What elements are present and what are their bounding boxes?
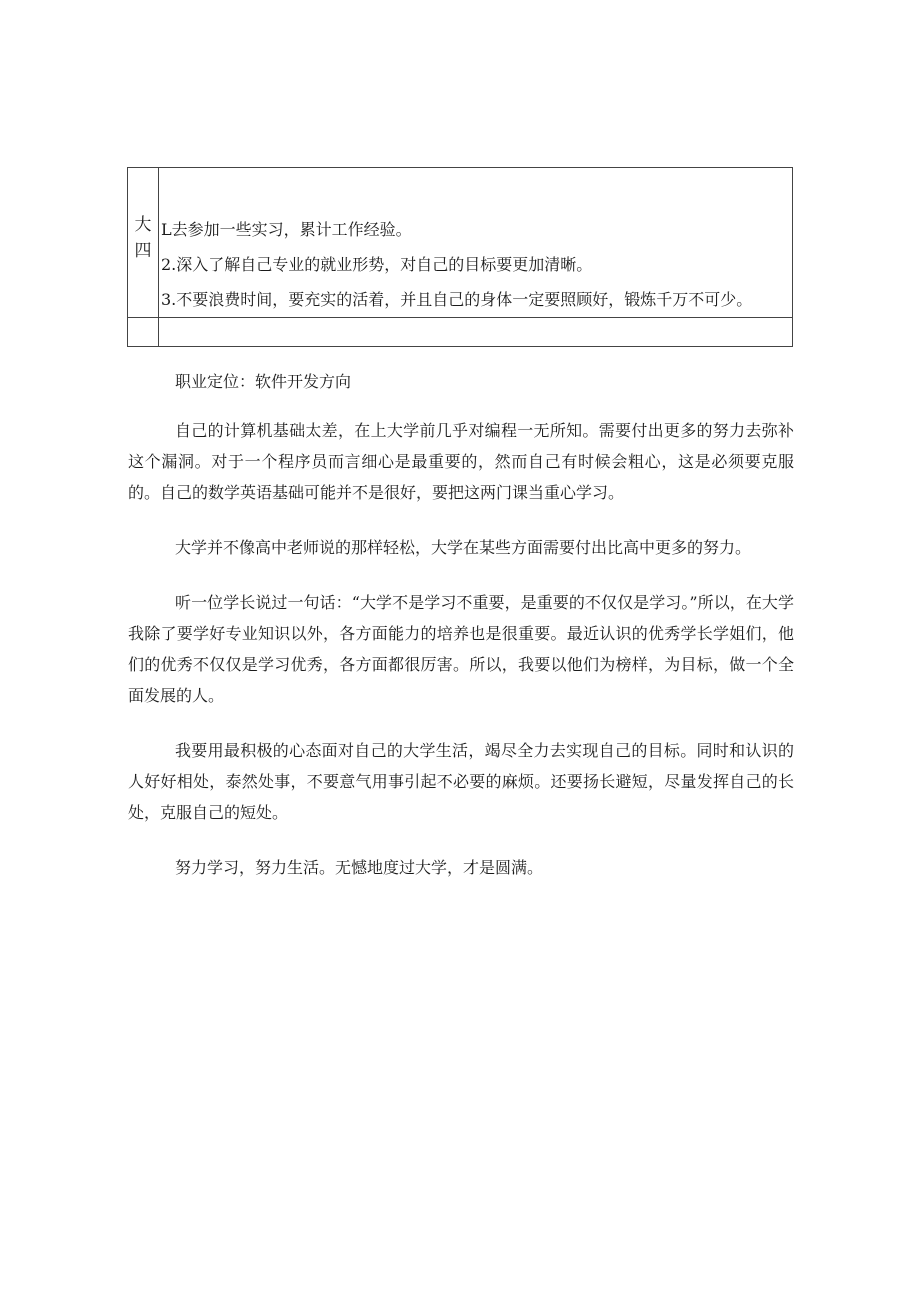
plan-item: 3.不要浪费时间，要充实的活着，并且自己的身体一定要照顾好，锻炼千万不可少。 [161, 290, 753, 309]
plan-item: 2.深入了解自己专业的就业形势，对自己的目标要更加清晰。 [161, 255, 593, 274]
year-label-char: 大 [134, 215, 152, 235]
plan-table [127, 167, 793, 347]
plan-item: L去参加一些实习，累计工作经验。 [161, 220, 412, 239]
paragraph: 努力学习，努力生活。无憾地度过大学，才是圆满。 [175, 858, 544, 877]
paragraph: 听一位学长说过一句话：“大学不是学习不重要，是重要的不仅仅是学习。”所以，在大学我除了要学好专业知识以外，各方面能力的培养也是很重要。最近认识的优秀学长学姐们，他们的优秀不仅仅是学习优秀，各方面都很厉害。所以，我要以他们为榜样，为目标，做一个全面发展的人。 [128, 593, 794, 705]
career-positioning: 职业定位：软件开发方向 [175, 372, 352, 391]
year-cell [128, 168, 159, 318]
paragraph: 我要用最积极的心态面对自己的大学生活，竭尽全力去实现自己的目标。同时和认识的人好好相处，泰然处事，不要意气用事引起不必要的麻烦。还要扬长避短，尽量发挥自己的长处，克服自己的短处。 [128, 741, 794, 822]
empty-cell [128, 318, 159, 347]
empty-cell [159, 318, 793, 347]
table-row-empty [128, 318, 793, 347]
year-label-char: 四 [134, 241, 152, 261]
paragraph: 大学并不像高中老师说的那样轻松，大学在某些方面需要付出比高中更多的努力。 [175, 538, 752, 557]
plan-items-cell [159, 168, 793, 318]
document-body [128, 366, 794, 883]
paragraph: 自己的计算机基础太差，在上大学前几乎对编程一无所知。需要付出更多的努力去弥补这个漏洞。对于一个程序员而言细心是最重要的，然而自己有时候会粗心，这是必须要克服的。自己的数学英语基础可能并不是很好，要把这两门课当重心学习。 [128, 421, 794, 502]
table-row [128, 168, 793, 318]
